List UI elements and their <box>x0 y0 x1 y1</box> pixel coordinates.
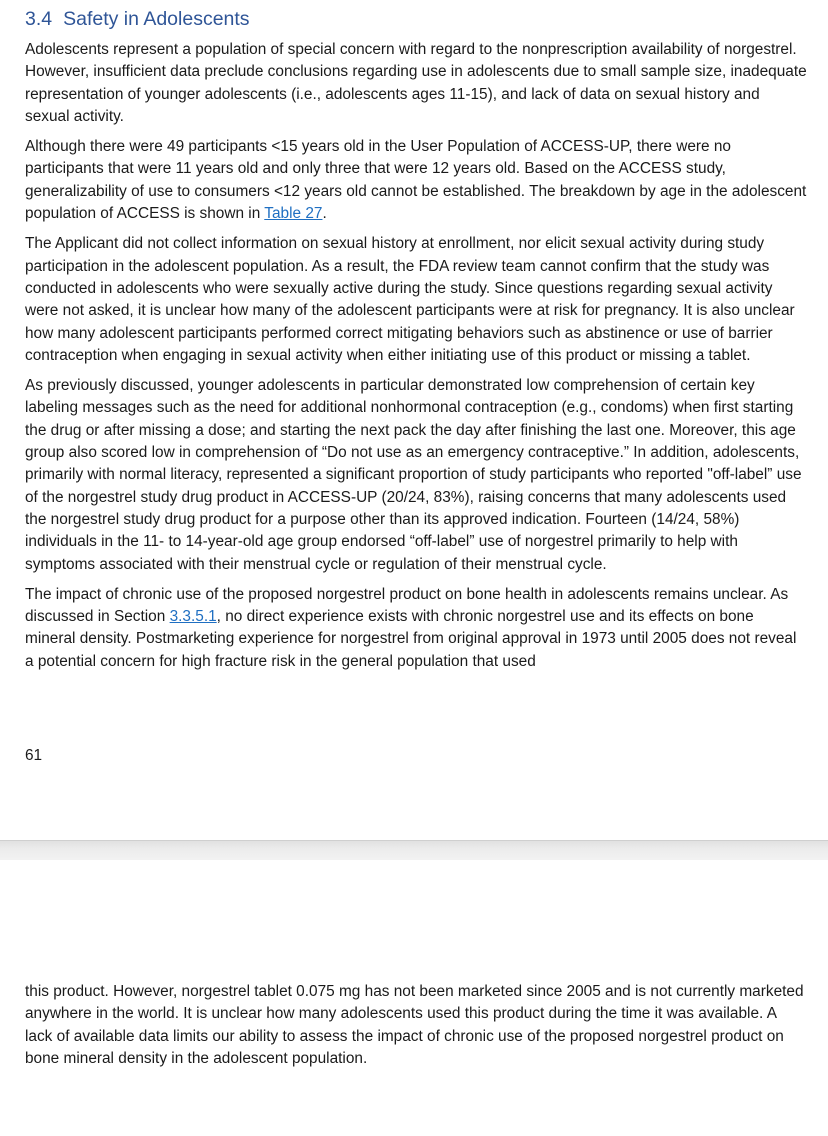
page-body <box>25 7 807 681</box>
paragraph-5-text: The impact of chronic use of the proposed norgestrel product on bone health in adolescents remains unclear. As discussed in Section <box>25 585 789 626</box>
section-number: 3.4 <box>25 8 53 30</box>
page-number: 61 <box>25 747 43 764</box>
paragraph-6: this product. However, norgestrel tablet 0.075 mg has not been marketed since 2005 and is not currently marketed anywhere in the world. It is unclear how many adolescents used this product during the time it was available. A lack of available data limits our ability to assess the impact of chronic use of the proposed norgestrel product on bone mineral density in the adolescent population. <box>25 983 804 1067</box>
section-title: Safety in Adolescents <box>63 8 250 30</box>
paragraph-2-end: . <box>322 205 327 223</box>
table-27-link[interactable]: Table 27 <box>264 205 323 223</box>
paragraph-3: The Applicant did not collect information on sexual history at enrollment, nor elicit sexual activity during study participation in the adolescent population. As a result, the FDA review team cannot confirm that the study was conducted in adolescents who were sexually active during the study. Since questions regarding sexual activity were not asked, it is unclear how many of the adolescent participants were at risk for pregnancy. It is also unclear how many adolescent participants performed correct mitigating behaviors such as abstinence or use of barrier contraception when engaging in sexual activity when either initiating use of this product or missing a tablet. <box>25 235 795 364</box>
page-body-continued <box>25 981 807 1078</box>
paragraph-4: As previously discussed, younger adolescents in particular demonstrated low comprehension of certain key labeling messages such as the need for additional nonhormonal contraception (e.g., condoms) when first starting the drug or after missing a dose; and starting the next pack the day after finishing the last one. Moreover, this age group also scored low in comprehension of “Do not use as an emergency contraceptive.” In addition, adolescents, primarily with normal literacy, represented a significant proportion of study participants who reported "off-label” use of the norgestrel study drug product in ACCESS-UP (20/24, 83%), raising concerns that many adolescents used the norgestrel study drug product for a purpose other than its approved indication. Fourteen (14/24, 58%) individuals in the 11- to 14-year-old age group endorsed “off-label” use of norgestrel primarily to help with symptoms associated with their menstrual cycle or regulation of their menstrual cycle. <box>25 377 802 573</box>
section-heading <box>25 7 807 31</box>
paragraph-2-text: Although there were 49 participants <15 years old in the User Population of ACCESS-UP, there were no participants that were 11 years old and only three that were 12 years old. Based on the ACCESS study, generalizability of use to consumers <12 years old cannot be established. The breakdown by age in the adolescent population of ACCESS is shown in <box>25 138 807 223</box>
page-separator <box>0 840 828 861</box>
paragraph-2 <box>25 136 807 225</box>
section-3-3-5-1-link[interactable]: 3.3.5.1 <box>169 608 217 626</box>
document-page-62 <box>0 860 828 1136</box>
paragraph-5-end: , no direct experience exists with chronic norgestrel use and its effects on bone mineral density. Postmarketing experience for norgestrel from original approval in 1973 until 2005 does not reveal a potential concern for high fracture risk in the general population that used <box>25 608 797 670</box>
paragraph-5 <box>25 584 807 673</box>
paragraph-1: Adolescents represent a population of special concern with regard to the nonprescription availability of norgestrel. However, insufficient data preclude conclusions regarding use in adolescents due to small sample size, inadequate representation of younger adolescents (i.e., adolescents ages 11-15), and lack of data on sexual history and sexual activity. <box>25 41 807 125</box>
